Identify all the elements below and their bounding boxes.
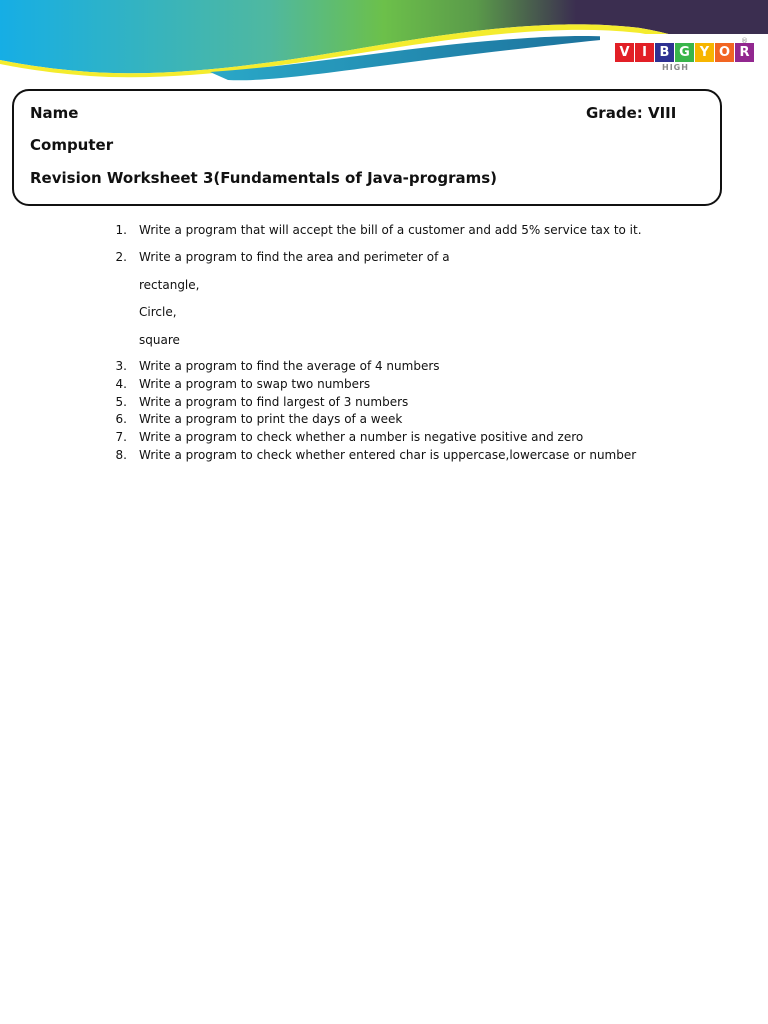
question-text: Write a program that will accept the bill of a customer and add 5% service tax to it. <box>139 223 642 237</box>
question-number: 4. <box>115 377 127 391</box>
logo-letter: R <box>735 43 754 62</box>
question-text: Write a program to swap two numbers <box>139 377 371 391</box>
logo-letter: Y <box>695 43 714 62</box>
worksheet-title: Revision Worksheet 3(Fundamentals of Java-programs) <box>30 169 498 187</box>
question-text: Write a program to check whether entered char is uppercase,lowercase or number <box>139 448 637 462</box>
sub-item-rectangle: rectangle, <box>139 278 200 292</box>
logo-letter: I <box>635 43 654 62</box>
logo-letter: O <box>715 43 734 62</box>
grade-label: Grade: VIII <box>586 104 677 122</box>
logo-subtitle: HIGH <box>662 63 689 72</box>
question-text: Write a program to print the days of a week <box>139 412 403 426</box>
question-number: 5. <box>115 395 127 409</box>
registered-mark: ® <box>741 37 748 45</box>
question-number: 3. <box>115 359 127 373</box>
question-number: 1. <box>115 223 127 237</box>
question-number: 7. <box>115 430 127 444</box>
question-number: 2. <box>115 250 127 264</box>
logo-letter: V <box>615 43 634 62</box>
question-number: 8. <box>115 448 127 462</box>
name-label: Name <box>30 104 79 122</box>
logo-letter: G <box>675 43 694 62</box>
question-text: Write a program to find the average of 4 numbers <box>139 359 440 373</box>
question-number: 6. <box>115 412 127 426</box>
logo-letter: B <box>655 43 674 62</box>
question-text: Write a program to check whether a number is negative positive and zero <box>139 430 584 444</box>
question-list <box>0 0 768 480</box>
question-text: Write a program to find the area and perimeter of a <box>139 250 450 264</box>
question-text: Write a program to find largest of 3 numbers <box>139 395 409 409</box>
sub-item-square: square <box>139 333 180 347</box>
sub-item-circle: Circle, <box>139 305 177 319</box>
subject-label: Computer <box>30 136 114 154</box>
